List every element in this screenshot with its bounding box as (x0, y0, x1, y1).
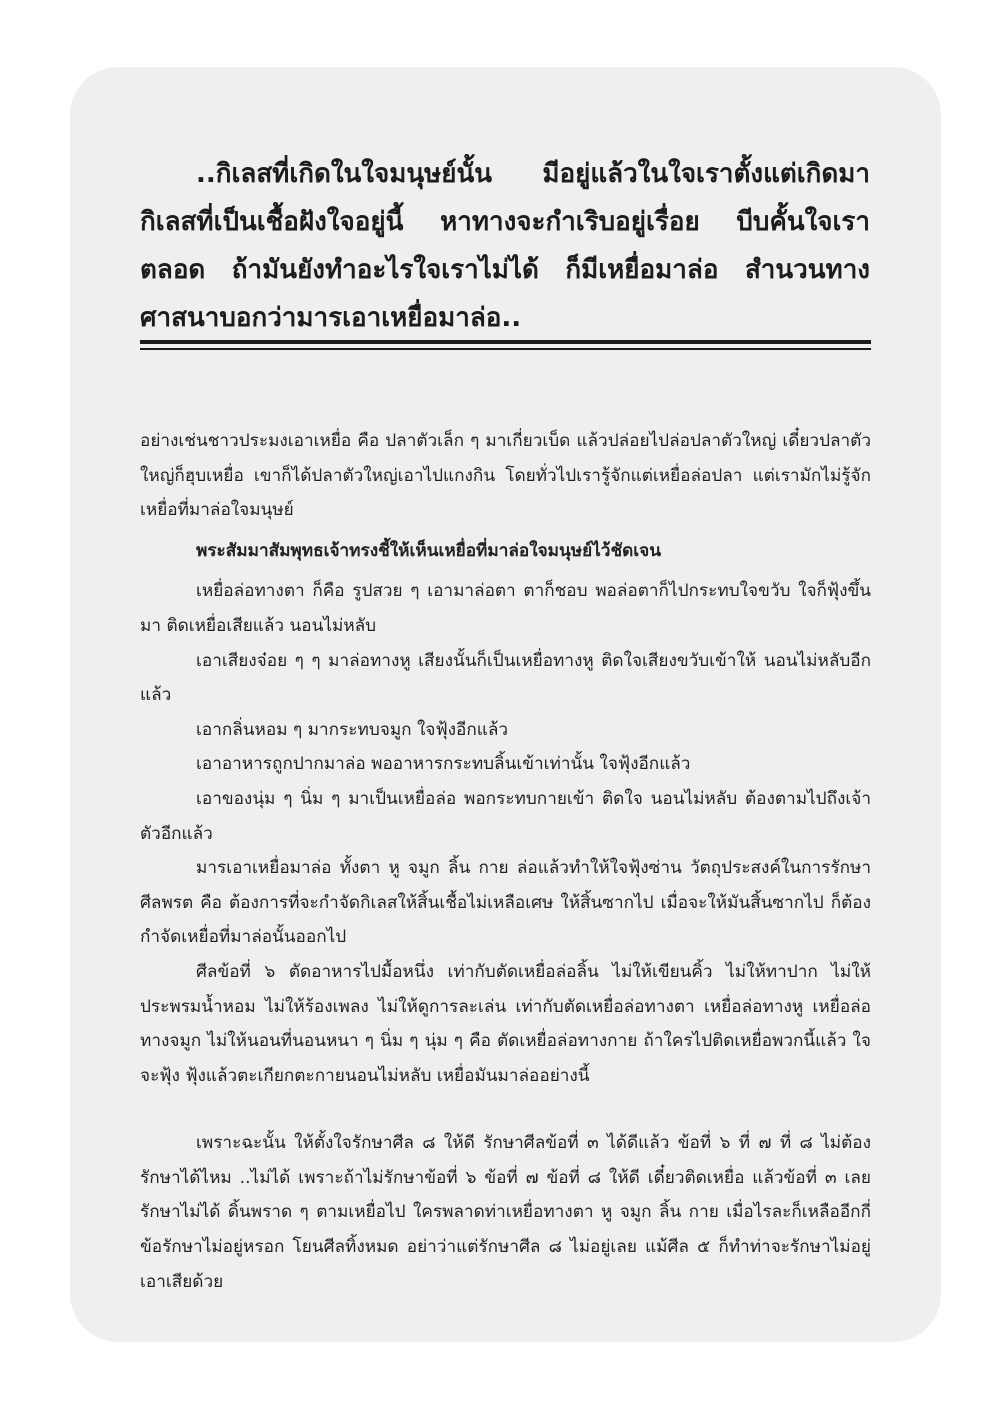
paragraph-purpose: มารเอาเหยื่อมาล่อ ทั้งตา หู จมูก ลิ้น กาย ล่อแล้วทำให้ใจฟุ้งซ่าน วัตถุประสงค์ในการรักษาศีลพรต คือ ต้องการที่จะกำจัดกิเลสให้สิ้นเชื้อไม่เหลือเศษ ให้สิ้นซากไป เมื่อจะให้มันสิ้นซากไป ก็ต้องกำจัดเหยื่อที่มาล่อนั้นออกไป (140, 858, 871, 948)
quote-bold-text: มารเอาเหยื่อมาล่อ (296, 303, 502, 333)
paragraph-eye: เหยื่อล่อทางตา ก็คือ รูปสวย ๆ เอามาล่อตา ตาก็ชอบ พอล่อตาก็ไปกระทบใจขวับ ใจก็ฟุ้งขึ้นมา ติดเหยื่อเสียแล้ว นอนไม่หลับ (140, 581, 871, 636)
paragraph-precept-six: ศีลข้อที่ ๖ ตัดอาหารไปมื้อหนึ่ง เท่ากับตัดเหยื่อล่อลิ้น ไม่ให้เขียนคิ้ว ไม่ให้ทาปาก ไม่ให้ประพรมน้ำหอม ไม่ให้ร้องเพลง ไม่ให้ดูการละเล่น เท่ากับตัดเหยื่อล่อทางตา เหยื่อล่อทางหู เหยื่อล่อทางจมูก ไม่ให้นอนที่นอนหนา ๆ นิ่ม ๆ นุ่ม ๆ คือ ตัดเหยื่อล่อทางกาย ถ้าใครไปติดเหยื่อพวกนี้แล้ว ใจจะฟุ้ง ฟุ้งแล้วตะเกียกตะกายนอนไม่หลับ เหยื่อมันมาล่ออย่างนี้ (140, 961, 871, 1086)
paragraph-body: เอาของนุ่ม ๆ นิ่ม ๆ มาเป็นเหยื่อล่อ พอกระทบกายเข้า ติดใจ นอนไม่หลับ ต้องตามไปถึงเจ้าตัวอีกแล้ว (140, 788, 871, 844)
divider-thick (140, 340, 871, 344)
paragraph-conclusion: เพราะฉะนั้น ให้ตั้งใจรักษาศีล ๘ ให้ดี รักษาศีลข้อที่ ๓ ได้ดีแล้ว ข้อที่ ๖ ที่ ๗ ที่ ๘ ไม่ต้องรักษาได้ไหม ..ไม่ได้ เพราะถ้าไม่รักษาข้อที่ ๖ ข้อที่ ๗ ข้อที่ ๘ ให้ดี เดี๋ยวติดเหยื่อ แล้วข้อที่ ๓ เลยรักษาไม่ได้ ดิ้นพราด ๆ ตามเหยื่อไป ใครพลาดท่าเหยื่อทางตา หู จมูก ลิ้น กาย เมื่อไรละก็เหลืออีกกี่ข้อรักษาไม่อยู่หรอก โยนศีลทิ้งหมด อย่าว่าแต่รักษาศีล ๘ ไม่อยู่เลย แม้ศีล ๕ ก็ทำท่าจะรักษาไม่อยู่เอาเสียด้วย (140, 1133, 871, 1292)
paragraph-tongue: เอาอาหารถูกปากมาล่อ พออาหารกระทบลิ้นเข้าเท่านั้น ใจฟุ้งอีกแล้ว (196, 754, 691, 775)
divider-thin (140, 348, 871, 350)
quote-text: ..กิเลสที่เกิดในใจมนุษย์นั้น มีอยู่แล้วในใจเราตั้งแต่เกิดมา กิเลสที่เป็นเชื้อฝังใจอยู่นี้ หาทางจะกำเริบอยู่เรื่อย บีบคั้นใจเราตลอด ถ้ามันยังทำอะไรใจเราไม่ได้ ก็มีเหยื่อมาล่อ สำนวนทางศาสนาบอกว่า (140, 159, 870, 333)
section-heading: พระสัมมาสัมพุทธเจ้าทรงชี้ให้เห็นเหยื่อที่มาล่อใจมนุษย์ไว้ชัดเจน (196, 540, 661, 561)
quote-ellipsis: .. (501, 303, 522, 333)
paragraph-ear: เอาเสียงจ๋อย ๆ ๆ มาล่อทางหู เสียงนั้นก็เป็นเหยื่อทางหู ติดใจเสียงขวับเข้าให้ นอนไม่หลับอีกแล้ว (140, 650, 871, 706)
body-text (140, 424, 871, 1299)
paragraph-intro: อย่างเช่นชาวประมงเอาเหยื่อ คือ ปลาตัวเล็ก ๆ มาเกี่ยวเบ็ด แล้วปล่อยไปล่อปลาตัวใหญ่ เดี๋ยวปลาตัวใหญ่ก็ฮุบเหยื่อ เขาก็ได้ปลาตัวใหญ่เอาไปแกงกิน โดยทั่วไปเรารู้จักแต่เหยื่อล่อปลา แต่เรามักไม่รู้จักเหยื่อที่มาล่อใจมนุษย์ (140, 431, 871, 521)
paragraph-nose: เอากลิ่นหอม ๆ มากระทบจมูก ใจฟุ้งอีกแล้ว (196, 719, 509, 740)
pull-quote (140, 150, 870, 342)
